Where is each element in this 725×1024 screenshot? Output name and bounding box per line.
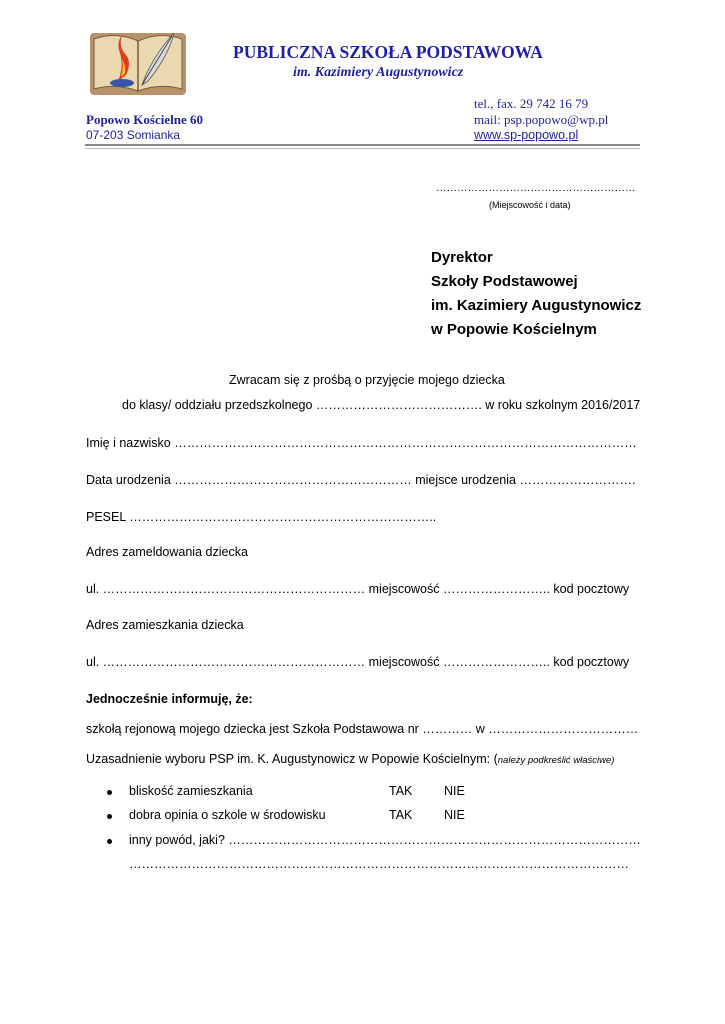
field-name: Imię i nazwisko ………………………………………………………………………………………………… (86, 436, 637, 450)
reason-intro (86, 752, 614, 766)
addressee-line: im. Kazimiery Augustynowicz (431, 297, 642, 314)
reason-yes[interactable]: TAK (389, 784, 413, 798)
addressee-block (431, 246, 641, 342)
reason-label: inny powód, jaki? ……………………………………………………………………………………… (129, 833, 641, 847)
reason-no[interactable]: NIE (444, 784, 465, 798)
email-address: mail: psp.popowo@wp.pl (474, 112, 609, 127)
website-link[interactable]: www.sp-popowo.pl (474, 128, 579, 142)
postal-address: 07-203 Somianka (86, 128, 181, 142)
header-divider (85, 144, 640, 146)
reason-yes[interactable]: TAK (389, 808, 413, 822)
school-name: PUBLICZNA SZKOŁA PODSTAWOWA (233, 42, 543, 62)
header-divider-thin (85, 148, 640, 149)
residence-address-label: Adres zamieszkania dziecka (86, 618, 244, 632)
request-line-1: Zwracam się z prośbą o przyjęcie mojego dziecka (229, 373, 505, 387)
addressee-line: w Popowie Kościelnym (431, 321, 597, 338)
addressee-line: Szkoły Podstawowej (431, 273, 578, 290)
bullet-icon (107, 790, 112, 795)
reason-no[interactable]: NIE (444, 808, 465, 822)
addressee-line: Dyrektor (431, 249, 493, 266)
place-date-dots: ………………………………………………… (436, 182, 636, 194)
reason-intro-note: należy podkreślić właściwe) (497, 755, 615, 766)
bullet-icon (107, 839, 112, 844)
reason-intro-text: Uzasadnienie wyboru PSP im. K. Augustynowicz w Popowie Kościelnym: ( (86, 752, 498, 766)
district-school-line: szkołą rejonową mojego dziecka jest Szkoła Podstawowa nr ………… w ……………………………… (86, 722, 639, 736)
phone-fax: tel., fax. 29 742 16 79 (474, 96, 589, 111)
school-patron: im. Kazimiery Augustynowicz (293, 65, 464, 80)
info-heading: Jednocześnie informuję, że: (86, 692, 253, 706)
field-birth: Data urodzenia ………………………………………………… miejsce urodzenia ………………………. (86, 473, 636, 487)
request-line-2: do klasy/ oddziału przedszkolnego …………………………………. w roku szkolnym 2016/2017 (122, 398, 641, 412)
registered-address-label: Adres zameldowania dziecka (86, 545, 248, 559)
street-address: Popowo Kościelne 60 (86, 112, 203, 127)
place-date-label: (Miejscowość i data) (489, 200, 571, 210)
residence-address-line: ul. ……………………………………………………… miejscowość …………………….. kod pocztowy (86, 655, 630, 669)
reason-label: dobra opinia o szkole w środowisku (129, 808, 326, 822)
reason-label: bliskość zamieszkania (129, 784, 253, 798)
field-pesel: PESEL ……………………………………………………………….. (86, 510, 437, 524)
school-logo (88, 27, 188, 97)
bullet-icon (107, 814, 112, 819)
other-reason-continuation: ………………………………………………………………………………………………………… (129, 857, 629, 871)
registered-address-line: ul. ……………………………………………………… miejscowość …………………….. kod pocztowy (86, 582, 630, 596)
